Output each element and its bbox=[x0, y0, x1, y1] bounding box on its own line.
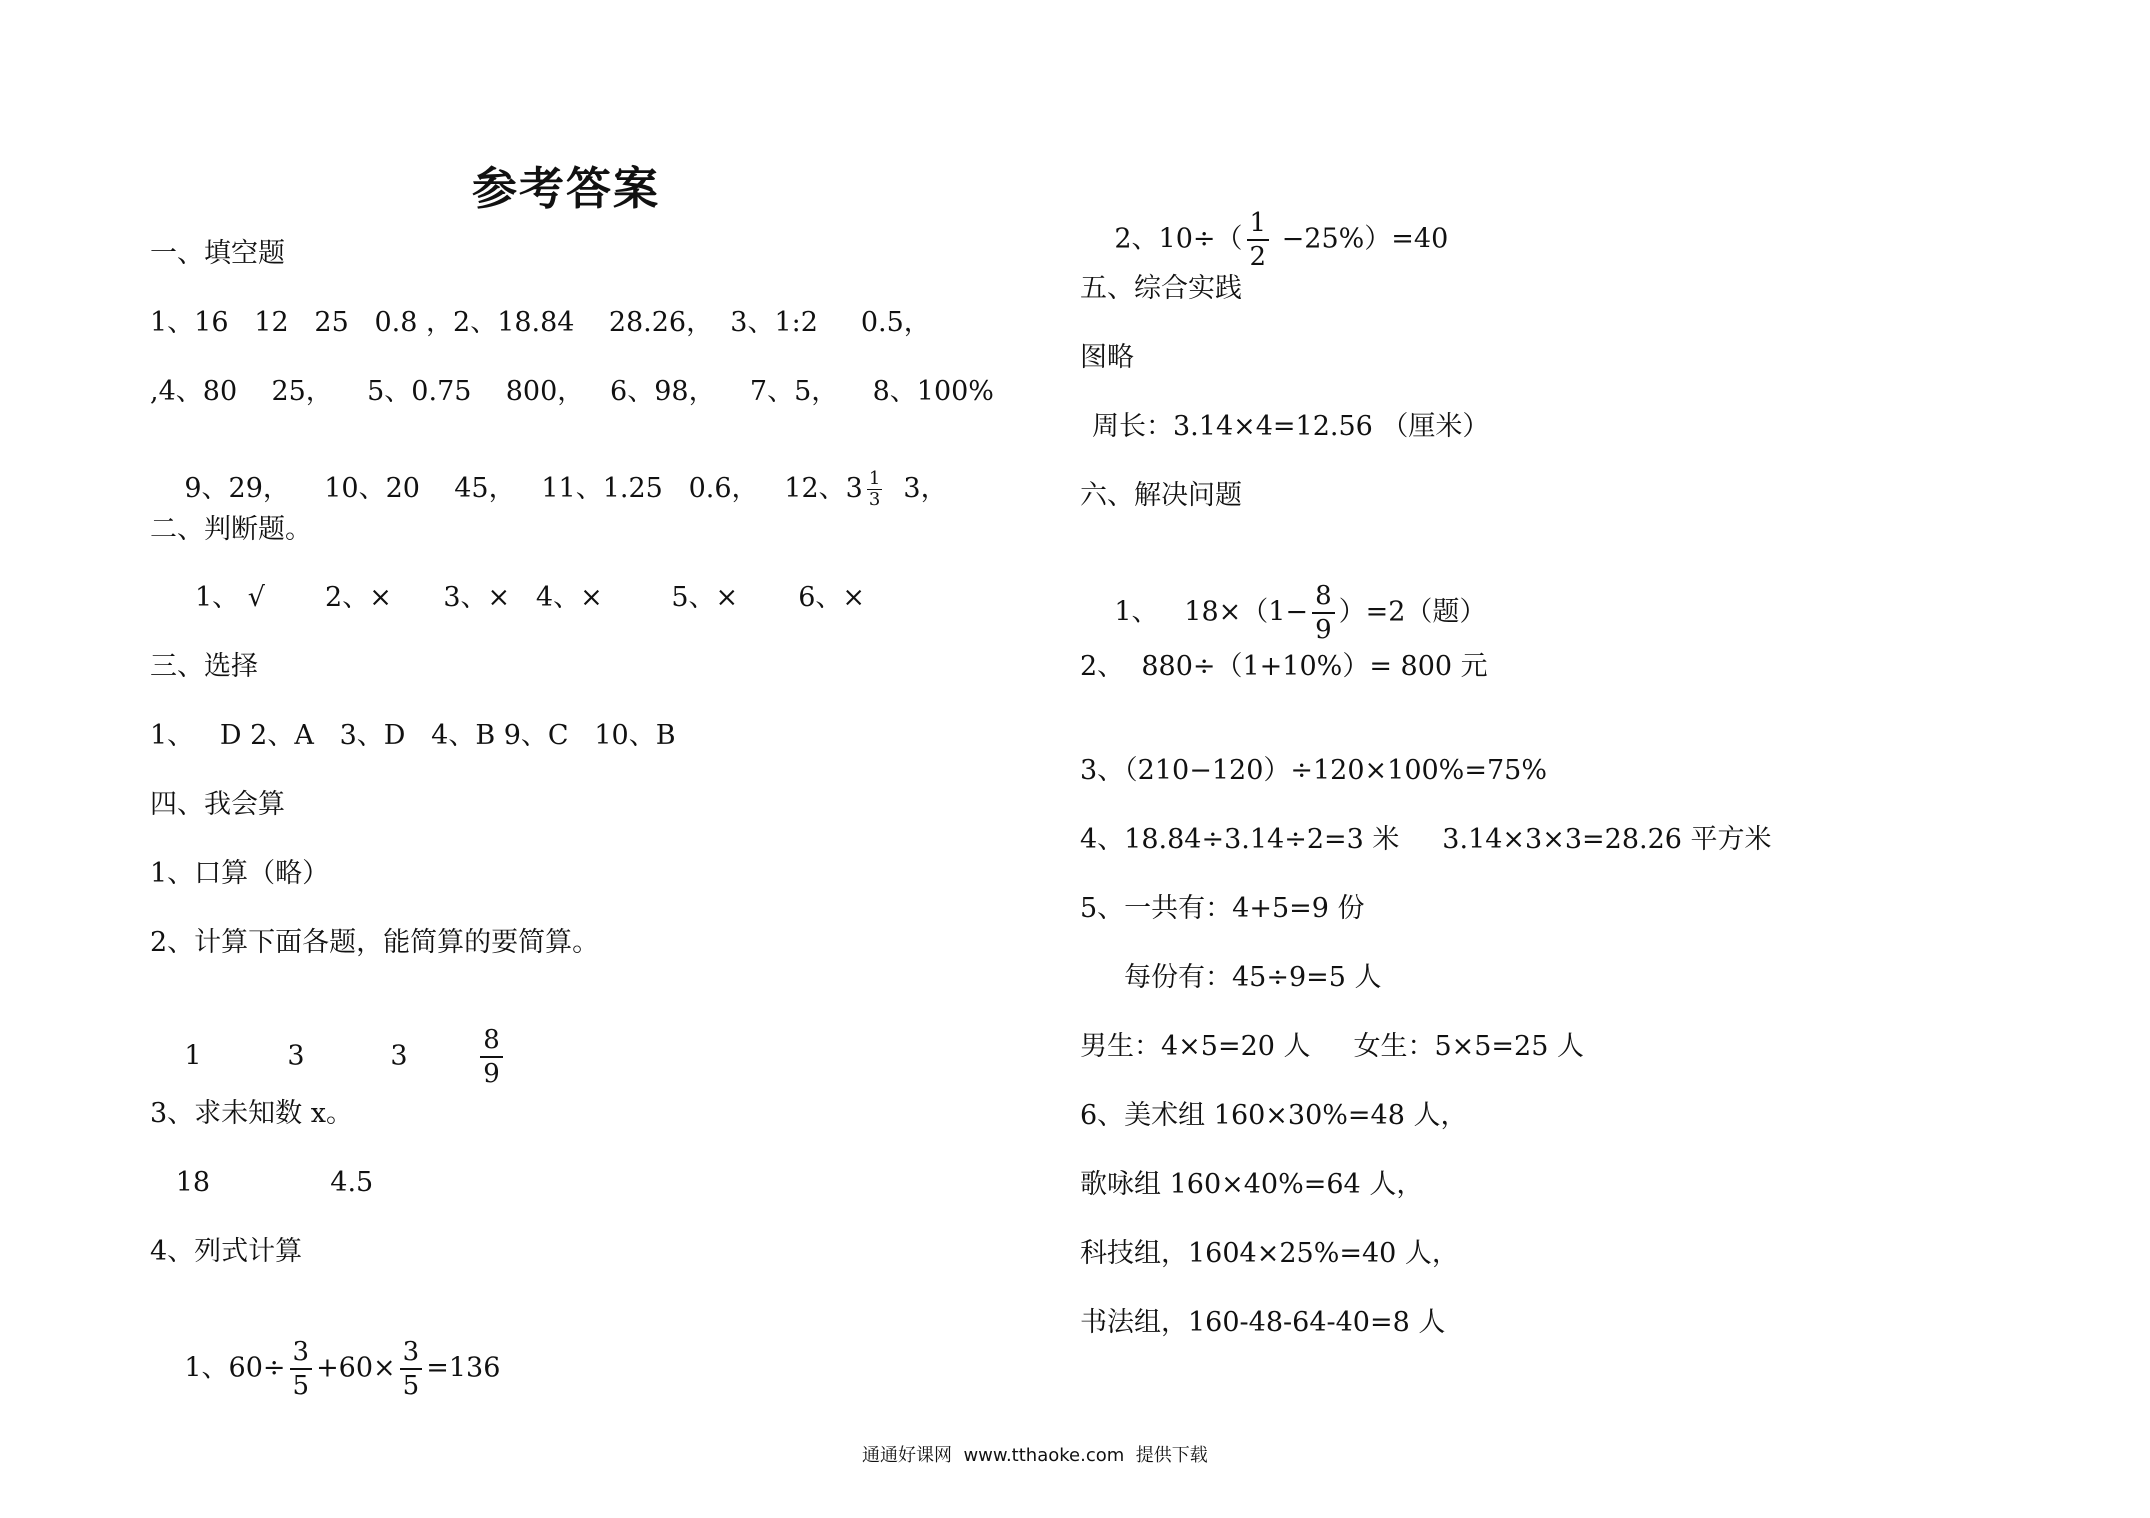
fraction-numerator: 1 bbox=[1247, 210, 1270, 241]
problem-5-total: 5、一共有：4+5=9 份 bbox=[1080, 893, 1365, 924]
page-title: 参考答案 bbox=[472, 162, 661, 215]
problem-6-tech: 科技组，1604×25%=40 人， bbox=[1080, 1238, 1459, 1269]
choice-answers: 1、 D 2、A 3、D 4、B 9、C 10、B bbox=[150, 720, 676, 751]
calc-item-4: 4、列式计算 bbox=[150, 1236, 303, 1267]
problem-1-fraction bbox=[1312, 583, 1335, 643]
fraction-numerator: 1 bbox=[868, 468, 881, 489]
fraction-numerator: 3 bbox=[290, 1339, 313, 1370]
section-practice-heading: 五、综合实践 bbox=[1080, 273, 1242, 304]
calc-item-1: 1、口算（略） bbox=[150, 858, 330, 889]
problem-1-part-a: 1、 18×（1− bbox=[1114, 596, 1309, 628]
problem-2: 2、 880÷（1+10%）= 800 元 bbox=[1080, 651, 1488, 682]
fraction-denominator: 5 bbox=[402, 1371, 420, 1401]
fill-blank-line-2: ,4、80 25， 5、0.75 800， 6、98， 7、5， 8、100% bbox=[150, 376, 994, 407]
problem-4: 4、18.84÷3.14÷2=3 米 3.14×3×3=28.26 平方米 bbox=[1080, 824, 1772, 855]
fill-blank-line-3-tail: 3， bbox=[886, 473, 948, 504]
section-problems-heading: 六、解决问题 bbox=[1080, 480, 1242, 511]
section-fill-blank-heading: 一、填空题 bbox=[150, 238, 285, 269]
fraction-numerator: 8 bbox=[1312, 583, 1335, 614]
calc-item-2: 2、计算下面各题，能简算的要简算。 bbox=[150, 927, 600, 958]
problem-5-result: 男生：4×5=20 人 女生：5×5=25 人 bbox=[1080, 1031, 1584, 1062]
expr-fraction-2 bbox=[400, 1339, 423, 1399]
problem-6-art: 6、美术组 160×30%=48 人， bbox=[1080, 1100, 1468, 1131]
expr-fraction-1 bbox=[290, 1339, 313, 1399]
problem-3: 3、（210−120）÷120×100%=75% bbox=[1080, 755, 1547, 786]
practice-perimeter: 周长：3.14×4=12.56 （厘米） bbox=[1092, 411, 1490, 442]
footer-source: 通通好课网 www.tthaoke.com 提供下载 bbox=[862, 1445, 1208, 1466]
section-calculation-heading: 四、我会算 bbox=[150, 789, 285, 820]
fraction-numerator: 8 bbox=[480, 1027, 503, 1058]
section-choice-heading: 三、选择 bbox=[150, 651, 258, 682]
section-judgement-heading: 二、判断题。 bbox=[150, 514, 312, 545]
practice-figure-note: 图略 bbox=[1080, 342, 1134, 373]
fraction-denominator: 3 bbox=[868, 489, 881, 510]
fraction-denominator: 5 bbox=[292, 1371, 310, 1401]
problem-1-part-b: ）=2（题） bbox=[1338, 596, 1487, 628]
fraction-denominator: 9 bbox=[1315, 615, 1332, 645]
fill-blank-line-3-text: 9、29， 10、20 45， 11、1.25 0.6， 12、3 bbox=[184, 473, 863, 504]
expr-part-a: 2、10÷（ bbox=[1114, 223, 1243, 255]
calc-item-3-answers: 18 4.5 bbox=[150, 1167, 374, 1198]
mixed-fraction bbox=[867, 470, 882, 509]
answer-fraction bbox=[480, 1027, 503, 1087]
expr-fraction bbox=[1247, 210, 1270, 270]
calc-item-4-expression bbox=[150, 1303, 500, 1435]
expr-part-c: =136 bbox=[426, 1352, 501, 1384]
judgement-answers: 1、 √ 2、× 3、× 4、× 5、× 6、× bbox=[195, 582, 866, 613]
calc-item-3: 3、求未知数 x。 bbox=[150, 1098, 353, 1129]
problem-6-calligraphy: 书法组，160-48-64-40=8 人 bbox=[1080, 1307, 1446, 1338]
fraction-denominator: 9 bbox=[483, 1059, 500, 1089]
fraction-numerator: 3 bbox=[400, 1339, 423, 1370]
fill-blank-line-1: 1、16 12 25 0.8 ，2、18.84 28.26， 3、1:2 0.5， bbox=[150, 307, 931, 338]
expr-part-b: −25%）=40 bbox=[1273, 223, 1449, 255]
problem-5-per-share: 每份有：45÷9=5 人 bbox=[1124, 962, 1382, 993]
calc-item-2-answer-text: 1 3 3 bbox=[184, 1040, 408, 1072]
problem-6-choir: 歌咏组 160×40%=64 人， bbox=[1080, 1169, 1424, 1200]
fraction-denominator: 2 bbox=[1249, 242, 1267, 272]
expr-part-b: +60× bbox=[316, 1352, 396, 1384]
expr-part-a: 1、60÷ bbox=[184, 1352, 286, 1384]
